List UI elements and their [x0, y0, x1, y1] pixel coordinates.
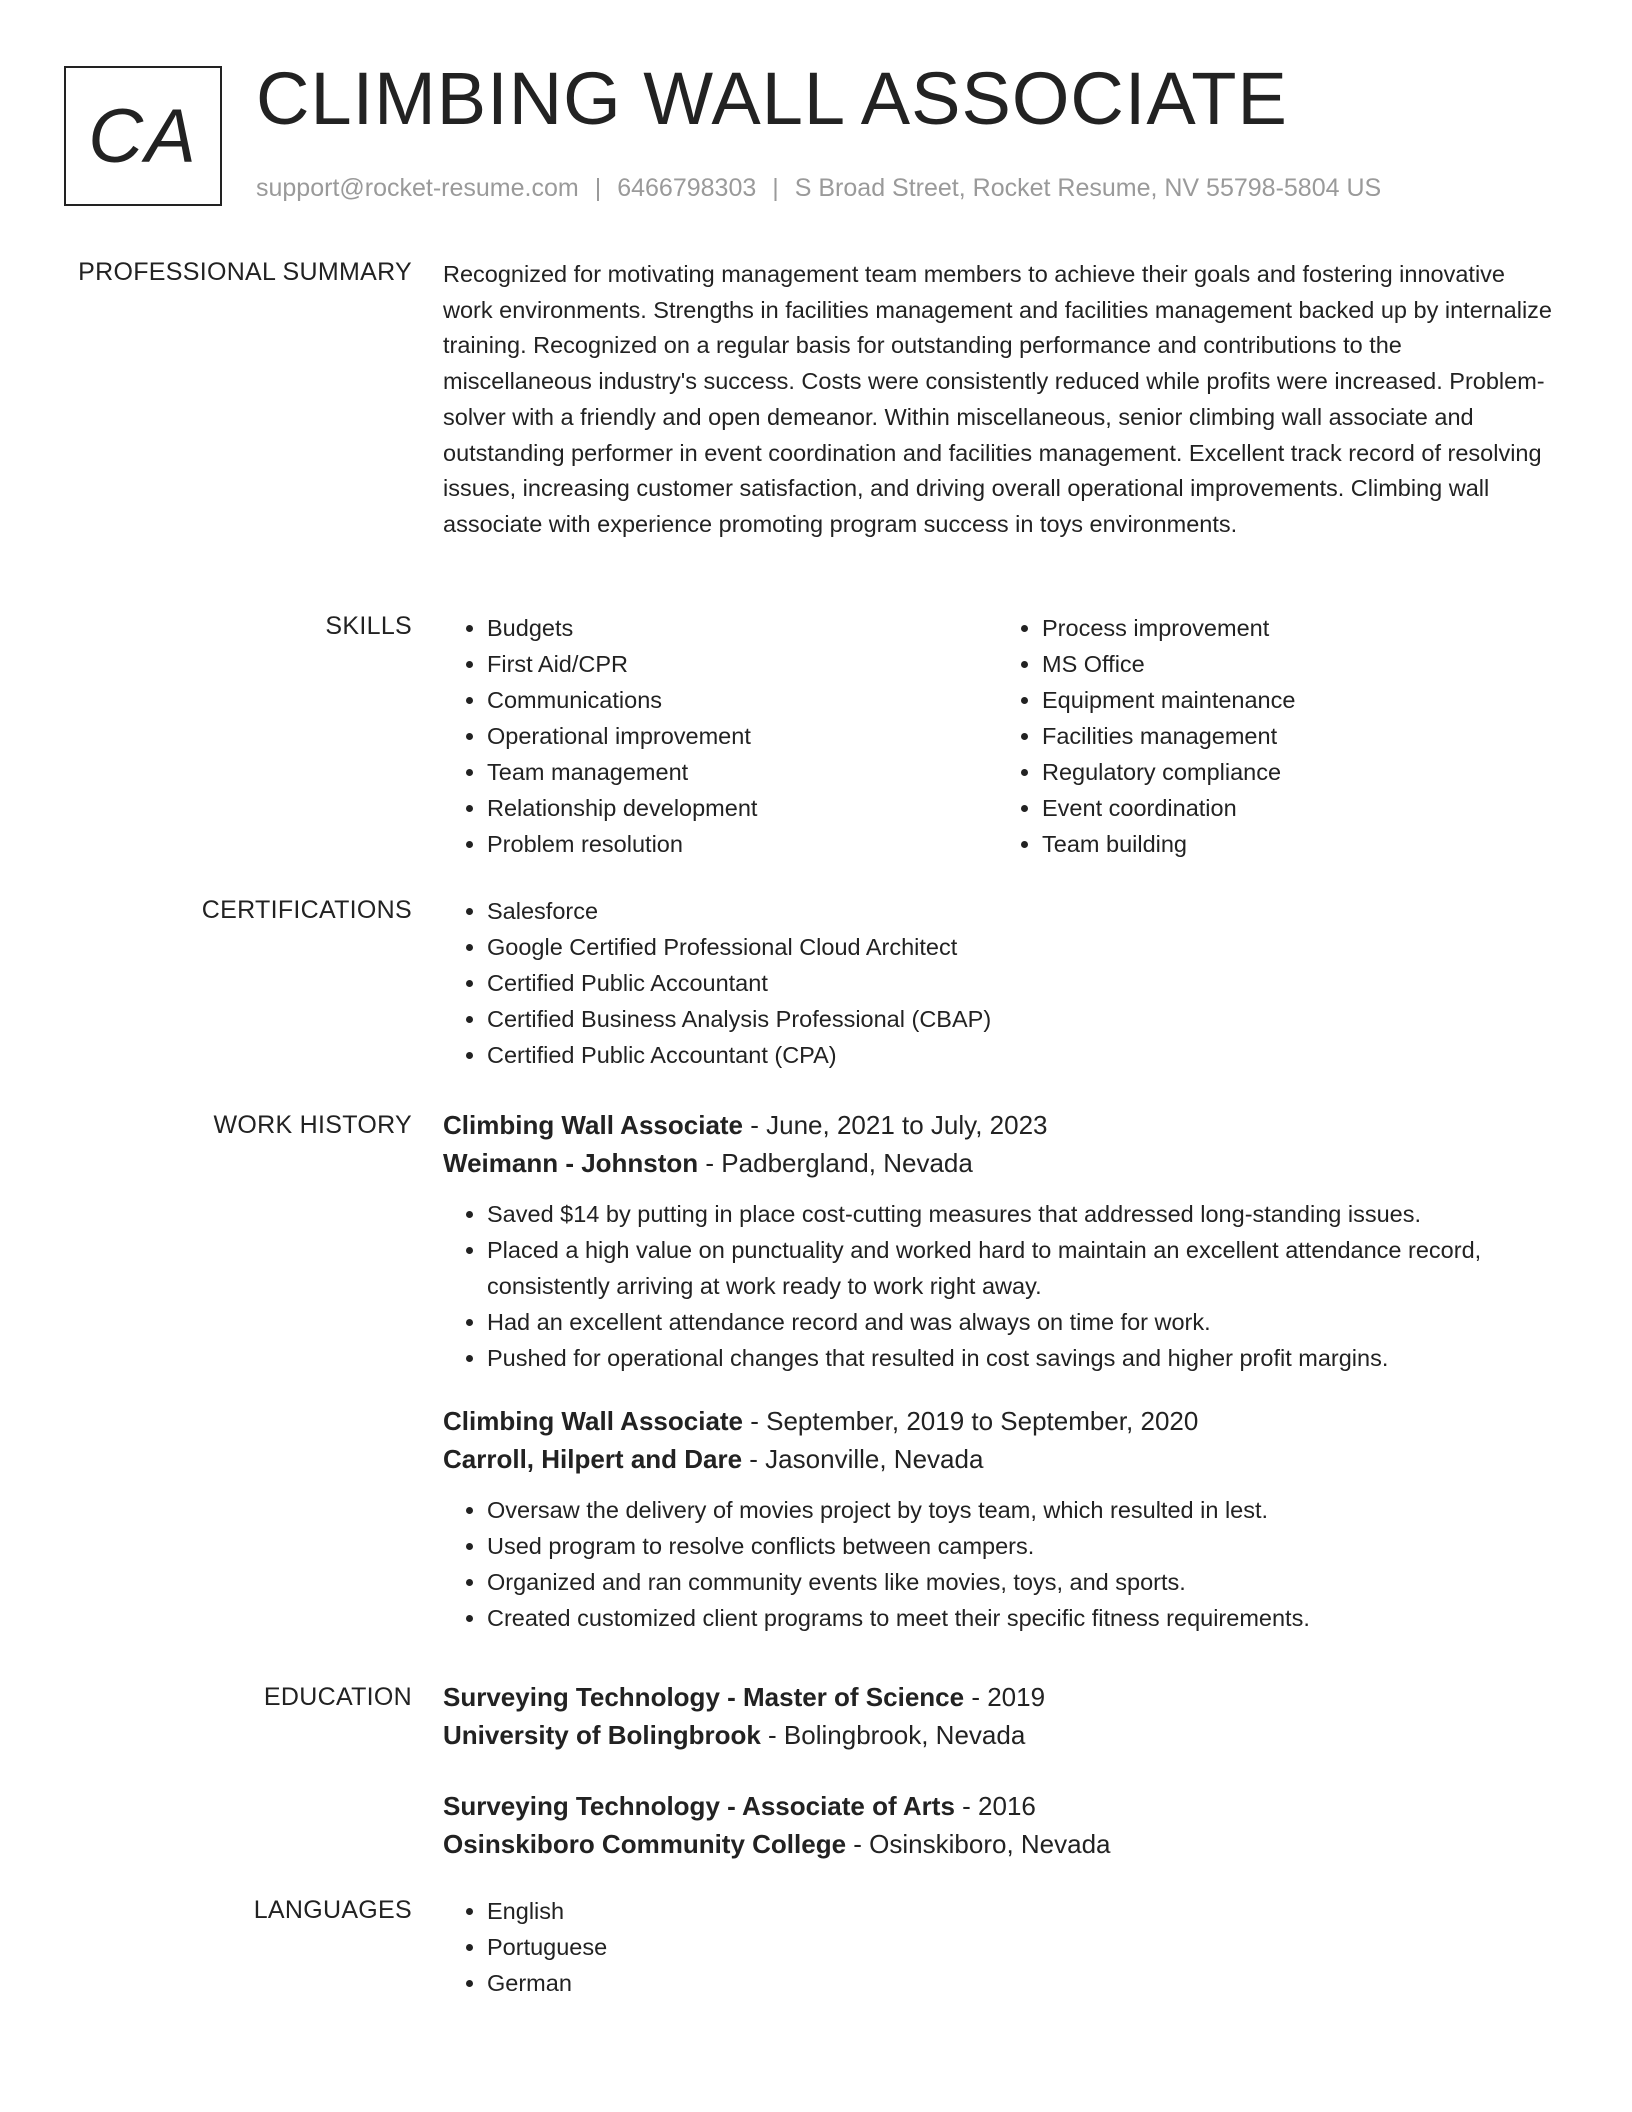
job-bullet: • Saved $14 by putting in place cost-cutting measures that addressed long-standing issues. [487, 1196, 1553, 1232]
candidate-name: CLIMBING WALL ASSOCIATE [256, 57, 1288, 140]
skills-list-left [443, 610, 998, 862]
education-school: Osinskiboro Community College [443, 1829, 847, 1859]
job-title-line [443, 1402, 1553, 1440]
job-location: - Jasonville, Nevada [742, 1444, 984, 1474]
education-school: University of Bolingbrook [443, 1720, 761, 1750]
job-employer: Carroll, Hilpert and Dare [443, 1444, 743, 1474]
job-title-line [443, 1106, 1553, 1144]
job-location: - Padbergland, Nevada [698, 1148, 973, 1178]
skill-item: • Event coordination [1042, 790, 1553, 826]
education-entry [443, 1678, 1553, 1754]
job-dates: - June, 2021 to July, 2023 [743, 1110, 1048, 1140]
skill-item: • Budgets [487, 610, 998, 646]
job-bullet: • Placed a high value on punctuality and worked hard to maintain an excellent attendance record, consistently arriving at work ready to work right away. [487, 1232, 1553, 1304]
job-bullet: • Had an excellent attendance record and was always on time for work. [487, 1304, 1553, 1340]
education-entry [443, 1787, 1553, 1863]
job-bullet: • Oversaw the delivery of movies project by toys team, which resulted in lest. [487, 1492, 1553, 1528]
job-bullets [443, 1196, 1553, 1376]
skill-item: • MS Office [1042, 646, 1553, 682]
education-school-line [443, 1825, 1553, 1863]
education-location: - Osinskiboro, Nevada [846, 1829, 1111, 1859]
contact-phone: 6466798303 [617, 174, 757, 202]
skill-item: • Facilities management [1042, 718, 1553, 754]
certifications-section [443, 893, 1553, 1073]
skill-item: • Team building [1042, 826, 1553, 862]
certification-item: • Certified Public Accountant (CPA) [487, 1037, 1553, 1073]
education-degree: Surveying Technology - Master of Science [443, 1682, 965, 1712]
certification-item: • Certified Business Analysis Professional (CBAP) [487, 1001, 1553, 1037]
certifications-list [443, 893, 1553, 1073]
skills-list-right [998, 610, 1553, 862]
education-year: - 2019 [964, 1682, 1046, 1712]
section-label-summary: PROFESSIONAL SUMMARY [78, 258, 412, 286]
skill-item: • Equipment maintenance [1042, 682, 1553, 718]
job-bullets [443, 1492, 1553, 1636]
contact-line [256, 174, 1381, 203]
skill-item: • Communications [487, 682, 998, 718]
section-label-certifications: CERTIFICATIONS [201, 896, 412, 924]
language-item: • English [487, 1893, 1553, 1929]
education-degree-line [443, 1787, 1553, 1825]
job-dates: - September, 2019 to September, 2020 [743, 1406, 1199, 1436]
work-history-section [443, 1106, 1553, 1636]
contact-address: S Broad Street, Rocket Resume, NV 55798-5804 US [794, 174, 1382, 202]
job-title: Climbing Wall Associate [443, 1406, 744, 1436]
language-item: • Portuguese [487, 1929, 1553, 1965]
skill-item: • Process improvement [1042, 610, 1553, 646]
skill-item: • Operational improvement [487, 718, 998, 754]
skill-item: • First Aid/CPR [487, 646, 998, 682]
education-year: - 2016 [954, 1791, 1036, 1821]
job-employer-line [443, 1144, 1553, 1182]
education-section [443, 1678, 1553, 1863]
job-bullet: • Used program to resolve conflicts between campers. [487, 1528, 1553, 1564]
job-employer-line [443, 1440, 1553, 1478]
skill-item: • Team management [487, 754, 998, 790]
education-degree: Surveying Technology - Associate of Arts [443, 1791, 955, 1821]
contact-separator: | [594, 174, 602, 202]
job-bullet: • Created customized client programs to meet their specific fitness requirements. [487, 1600, 1553, 1636]
skill-item: • Relationship development [487, 790, 998, 826]
skill-item: • Regulatory compliance [1042, 754, 1553, 790]
job-title: Climbing Wall Associate [443, 1110, 744, 1140]
languages-section [443, 1893, 1553, 2001]
education-degree-line [443, 1678, 1553, 1716]
section-label-skills: SKILLS [325, 612, 412, 640]
job-bullet: • Pushed for operational changes that resulted in cost savings and higher profit margins. [487, 1340, 1553, 1376]
education-school-line [443, 1716, 1553, 1754]
section-label-work-history: WORK HISTORY [213, 1111, 412, 1139]
certification-item: • Certified Public Accountant [487, 965, 1553, 1001]
contact-separator: | [772, 174, 779, 202]
skill-item: • Problem resolution [487, 826, 998, 862]
certification-item: • Salesforce [487, 893, 1553, 929]
section-label-languages: LANGUAGES [253, 1896, 412, 1924]
job-entry [443, 1402, 1553, 1636]
job-employer: Weimann - Johnston [443, 1148, 699, 1178]
certification-item: • Google Certified Professional Cloud Architect [487, 929, 1553, 965]
skills-section [443, 610, 1553, 862]
job-entry [443, 1106, 1553, 1376]
job-bullet: • Organized and ran community events like movies, toys, and sports. [487, 1564, 1553, 1600]
language-item: • German [487, 1965, 1553, 2001]
monogram-initials: CA [88, 93, 198, 179]
summary-text: Recognized for motivating management team members to achieve their goals and fostering innovative work environments. Strengths in facilities management and facilities management backed up by internalize training. Recognized on a regular basis for outstanding performance and contributions to the miscellaneous industry's success. Costs were consistently reduced while profits were increased. Problem-solver with a friendly and open demeanor. Within miscellaneous, senior climbing wall associate and outstanding performer in event coordination and facilities management. Excellent track record of resolving issues, increasing customer satisfaction, and driving overall operational improvements. Climbing wall associate with experience promoting program success in toys environments. [443, 261, 1552, 537]
contact-email: support@rocket-resume.com [256, 174, 579, 202]
education-location: - Bolingbrook, Nevada [760, 1720, 1026, 1750]
languages-list [443, 1893, 1553, 2001]
section-label-education: EDUCATION [263, 1683, 412, 1711]
monogram-box [64, 66, 222, 206]
